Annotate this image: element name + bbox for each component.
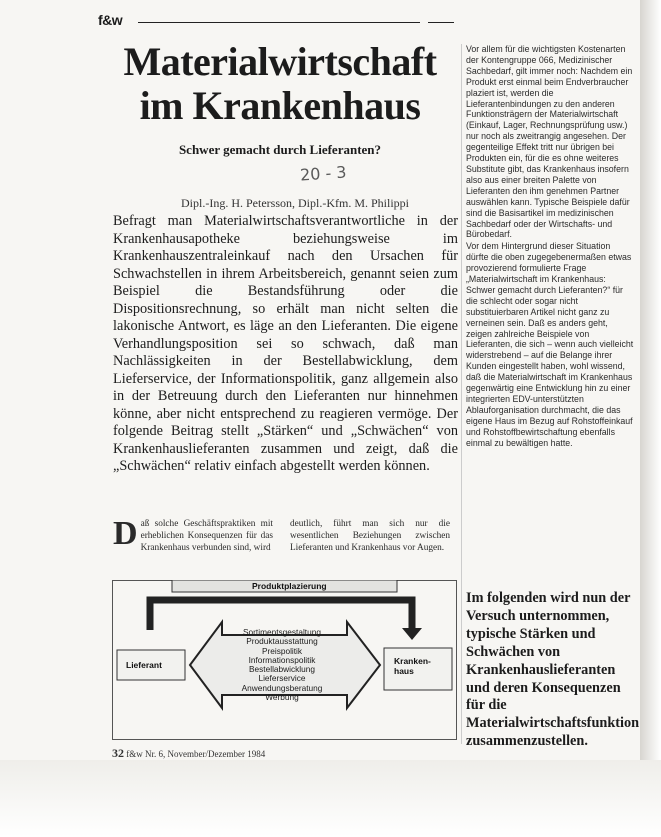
drop-cap: D [113,515,138,552]
body-text-right: deutlich, führt man sich nur die wesentlichen Beziehungen zwischen Lieferanten und Krankenhaus vor Augen. [290,519,450,553]
page-edge-shadow [640,0,661,837]
footer-source: f&w Nr. 6, November/Dezember 1984 [126,749,266,759]
label-lieferant: Lieferant [126,660,162,670]
right-paragraph: Vor allem für die wichtigsten Kostenarten der Kontengruppe 066, Medizinischer Sachbedarf, gilt immer noch: Nachdem ein Produkt erst einmal beim Endverbraucher plaziert ist, werden die Lieferantenbindungen zu den anderen Funktionsträgern der Materialwirtschaft (Einkauf, Lager, Rechnungsprüfung usw.) nur noch als zweitrangig angesehen. Der gegenteilige Effekt tritt nur übrigen bei Produkten ein, für die es ohne weiteres Substitute gibt, das Krankenhaus insofern also aus einer breiten Palette von Lieferanten den ihm genehmen Partner auswählen kann. Typische Beispiele dafür sind die Basisartikel im medizinischen Sachbedarf oder der Wirtschafts- und Bürobedarf. [466,44,633,240]
top-arrow-head [402,628,422,640]
process-item: Produktausstattung [246,636,318,647]
process-item: Sortimentsgestaltung [243,627,321,637]
top-rule-right [428,22,454,23]
label-produktplazierung: Produktplazierung [252,581,327,591]
callout-text: Im folgenden wird nun der Versuch unternommen, typische Stärken und Schwächen von Krankenhauslieferanten und deren Konsequenzen für die Materialwirtschaftsfunktion zusammenzustellen. [466,590,640,750]
process-item: Lieferservice [258,673,306,684]
right-column [466,44,634,450]
process-item: Preispolitik [261,645,303,656]
intro-paragraph: Befragt man Materialwirtschaftsverantwortliche in der Krankenhausapotheke beziehungsweise im Krankenhauszentraleinkauf nach den Ursachen für Schwachstellen in ihrem Arbeitsbereich, genannt seien zum Beispiel die Bestandsführung oder die Dispositionsrechnung, so erhält man nicht selten die lakonische Antwort, es läge an den Lieferanten. Die eigene Verhandlungsposition sei so schwach, daß man Nachlässigkeiten in der Bestellabwicklung, dem Lieferservice, der Informationspolitik, ganz allgemein also in der Betreuung durch den Lieferanten nur hinnehmen könne, aber nicht entsprechend zu reagieren vermöge. Der folgende Beitrag stellt „Stärken“ und „Schwächen“ von Krankenhauslieferanten zusammen und zeigt, daß die „Schwächen“ relativ einfach abgestellt werden können. [113,213,458,474]
article-subtitle: Schwer gemacht durch Lieferanten? [178,142,382,157]
process-item: Werbung [265,692,299,703]
page-bottom-margin [0,760,661,837]
article-title-line2: im Krankenhaus [139,83,421,128]
relationship-diagram [112,580,457,740]
article-title [100,40,460,128]
label-krankenhaus: Kranken- haus [394,656,431,676]
body-column-left [113,515,273,554]
authors-byline: Dipl.-Ing. H. Petersson, Dipl.-Kfm. M. Philippi [181,196,409,210]
process-item: Bestellabwicklung [249,664,315,675]
process-list [212,628,352,702]
body-text-left: aß solche Geschäftspraktiken mit erheblichen Konsequenzen für das Krankenhaus verbunden sind, wird [140,519,273,553]
page-number: 32 [112,746,124,760]
handwritten-note: 20 - 3 [299,162,348,185]
body-column-right [290,518,450,554]
page-footer [112,746,265,761]
column-divider [461,44,462,744]
article-title-line1: Materialwirtschaft [123,39,437,84]
right-paragraph: Vor dem Hintergrund dieser Situation dürfte die oben zugegebenermaßen etwas provozierend formulierte Frage „Materialwirtschaft im Krankenhaus: Schwer gemacht durch Lieferanten?“ für die schlecht oder sogar nicht substituierbaren Artikel nicht ganz zu verneinen sein. Daß es anders geht, zeigen zahlreiche Beispiele von Lieferanten, die sich – wenn auch vielleicht widerstrebend – auf die Belange ihrer Kunden eingestellt haben, wohl wissend, daß die Materialwirtschaft im Krankenhaus gegenwärtig eine Entwicklung hin zu einer integrierten EDV-unterstützten Ablauforganisation durchmacht, die das eigene Haus im Bezug auf Rohstoffeinkauf und Rohstoffbewirtschaftung ebenfalls einmal zu bewältigen hatte. [466,241,634,448]
process-item: Informationspolitik [248,654,316,665]
masthead-logo: f&w [98,12,123,28]
process-item: Anwendungsberatung [241,682,323,693]
top-rule [138,22,420,23]
top-arrow-path [150,600,412,630]
